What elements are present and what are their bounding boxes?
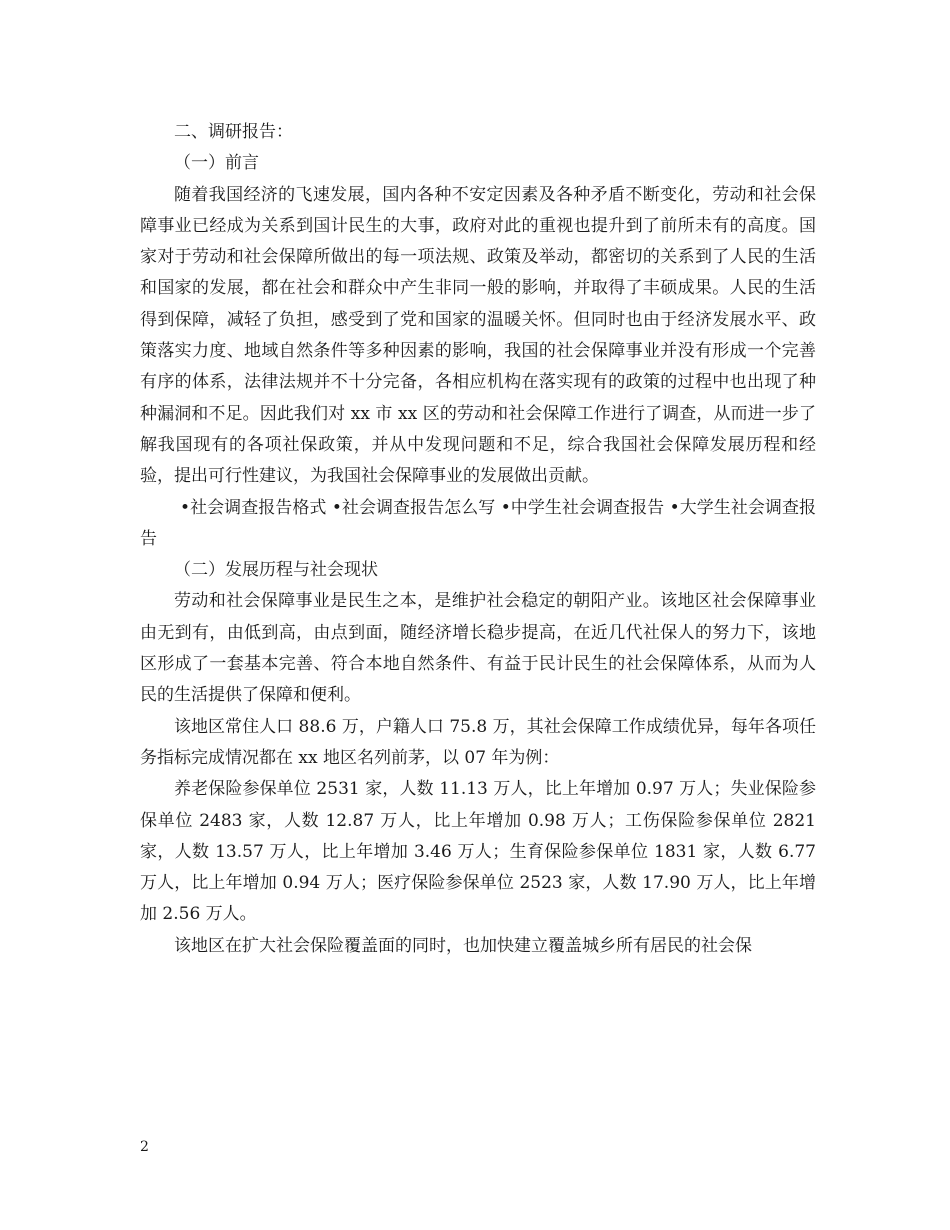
section-title: 二、调研报告： [174, 122, 293, 142]
document-body [140, 117, 816, 962]
paragraph-coverage: 该地区在扩大社会保险覆盖面的同时，也加快建立覆盖城乡所有居民的社会保 [174, 935, 752, 956]
page-number: 2 [140, 1139, 149, 1155]
related-links[interactable]: •社会调查报告格式 •社会调查报告怎么写 •中学生社会调查报告 •大学生社会调查报告 [140, 497, 816, 549]
subsection-heading-history: （二）发展历程与社会现状 [174, 560, 378, 581]
subsection-heading-preface: （一）前言 [174, 153, 259, 174]
paragraph-preface: 随着我国经济的飞速发展，国内各种不安定因素及各种矛盾不断变化，劳动和社会保障事业已经成为关系到国计民生的大事，政府对此的重视也提升到了前所未有的高度。国家对于劳动和社会保障所做出的每一项法规、政策及举动，都密切的关系到了人民的生活和国家的发展，都在社会和群众中产生非同一般的影响，并取得了丰硕成果。人民的生活得到保障，减轻了负担，感受到了党和国家的温暖关怀。但同时也由于经济发展水平、政策落实力度、地域自然条件等多种因素的影响，我国的社会保障事业并没有形成一个完善有序的体系，法律法规并不十分完备，各相应机构在落实现有的政策的过程中也出现了种种漏洞和不足。因此我们对 xx 市 xx 区的劳动和社会保障工作进行了调查，从而进一步了解我国现有的各项社保政策，并从中发现问题和不足，综合我国社会保障发展历程和经验，提出可行性建议，为我国社会保障事业的发展做出贡献。 [140, 184, 816, 487]
paragraph-insurance-stats: 养老保险参保单位 2531 家，人数 11.13 万人，比上年增加 0.97 万人；失业保险参保单位 2483 家，人数 12.87 万人，比上年增加 0.98 万人；工伤保险参保单位 2821 家，人数 13.57 万人，比上年增加 3.46 万人；生育保险参保单位 1831 家，人数 6.77 万人，比上年增加 0.94 万人；医疗保险参保单位 2523 家，人数 17.90 万人，比上年增加 2.56 万人。 [140, 779, 816, 925]
paragraph-history: 劳动和社会保障事业是民生之本，是维护社会稳定的朝阳产业。该地区社会保障事业由无到有，由低到高，由点到面，随经济增长稳步提高，在近几代社保人的努力下，该地区形成了一套基本完善、符合本地自然条件、有益于民计民生的社会保障体系，从而为人民的生活提供了保障和便利。 [140, 591, 816, 706]
paragraph-population: 该地区常住人口 88.6 万，户籍人口 75.8 万，其社会保障工作成绩优异，每年各项任务指标完成情况都在 xx 地区名列前茅，以 07 年为例： [140, 716, 816, 768]
